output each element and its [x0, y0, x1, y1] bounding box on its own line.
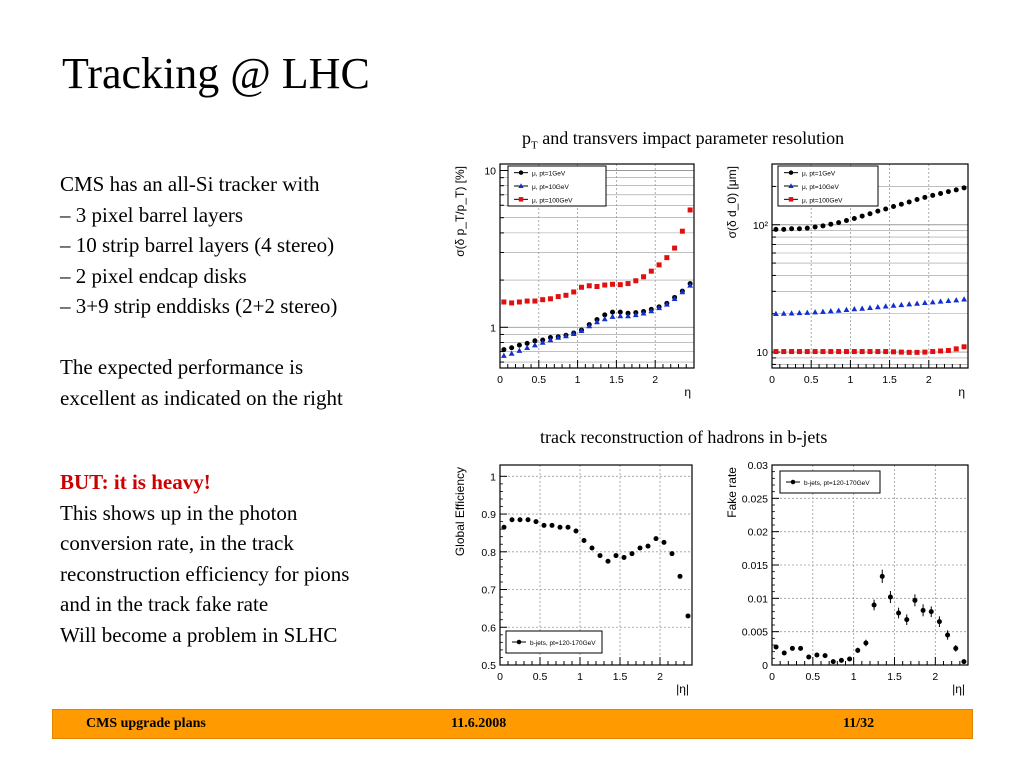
data-point	[517, 343, 522, 348]
data-point	[891, 349, 896, 354]
y-tick-label: 1	[490, 322, 496, 335]
data-point	[823, 653, 828, 658]
y-axis-label: σ(δ d_0) [μm]	[725, 166, 739, 239]
caption-rest: and transvers impact parameter resolution	[537, 128, 845, 148]
y-axis-label: Global Efficiency	[453, 467, 467, 557]
x-tick-label: 1	[847, 374, 854, 386]
data-point	[790, 646, 795, 651]
x-tick-label: 1.5	[612, 671, 628, 683]
expected-performance-text	[60, 352, 343, 413]
caption-sub: T	[531, 139, 538, 152]
data-point	[542, 523, 547, 528]
legend-label: μ, pt=1GeV	[802, 170, 836, 178]
bullet-line: – 3 pixel barrel layers	[60, 202, 244, 227]
data-point	[595, 284, 600, 289]
data-point	[813, 225, 818, 230]
data-point	[953, 646, 958, 651]
data-point	[883, 349, 888, 354]
data-point	[686, 613, 691, 618]
data-point	[598, 553, 603, 558]
d0-resolution-plot	[724, 158, 976, 398]
text-line: reconstruction efficiency for pions	[60, 561, 350, 586]
data-point	[904, 617, 909, 622]
legend-marker	[789, 170, 794, 175]
data-point	[781, 227, 786, 232]
data-point	[532, 299, 537, 304]
data-point	[930, 349, 935, 354]
data-point	[540, 297, 545, 302]
data-point	[962, 344, 967, 349]
data-point	[922, 195, 927, 200]
data-point	[929, 609, 934, 614]
data-point	[630, 551, 635, 556]
data-point	[638, 546, 643, 551]
data-point	[525, 299, 530, 304]
data-point	[558, 525, 563, 530]
x-tick-label: 2	[932, 671, 939, 683]
data-point	[574, 529, 579, 534]
data-point	[930, 193, 935, 198]
data-point	[938, 191, 943, 196]
legend-marker	[791, 480, 796, 485]
x-tick-label: 0.5	[532, 671, 548, 683]
x-tick-label: 2	[652, 374, 659, 386]
x-tick-label: 1.5	[887, 671, 902, 683]
text-line: This shows up in the photon	[60, 500, 298, 525]
data-point	[888, 595, 893, 600]
data-point	[509, 300, 514, 305]
data-point	[860, 214, 865, 219]
x-tick-label: 0.5	[531, 374, 547, 386]
data-point	[563, 293, 568, 298]
data-point	[622, 555, 627, 560]
y-axis-label: σ(δ p_T/p_T) [%]	[453, 166, 467, 257]
legend-marker	[519, 197, 524, 202]
footer-bar	[52, 709, 973, 739]
x-tick-label: 0	[769, 671, 775, 683]
data-point	[946, 348, 951, 353]
y-tick-label: 0.02	[747, 526, 768, 539]
x-tick-label: 1	[850, 671, 857, 683]
data-point	[678, 574, 683, 579]
data-point	[548, 296, 553, 301]
footer-date: 11.6.2008	[451, 716, 507, 731]
data-point	[649, 269, 654, 274]
data-point	[501, 347, 506, 352]
data-point	[907, 350, 912, 355]
data-point	[571, 289, 576, 294]
data-point	[820, 223, 825, 228]
data-point	[502, 525, 507, 530]
data-point	[921, 608, 926, 613]
legend-marker	[517, 640, 522, 645]
data-point	[836, 220, 841, 225]
data-point	[868, 211, 873, 216]
data-point	[806, 655, 811, 660]
y-tick-label: 0.03	[747, 460, 768, 472]
data-point	[875, 349, 880, 354]
data-point	[517, 299, 522, 304]
y-tick-label: 0.9	[481, 509, 496, 522]
data-point	[773, 227, 778, 232]
data-point	[614, 553, 619, 558]
data-point	[602, 283, 607, 288]
x-tick-label: 0	[497, 671, 503, 683]
data-point	[550, 523, 555, 528]
x-tick-label: 2	[657, 671, 663, 683]
x-tick-label: 1.5	[609, 374, 624, 386]
x-tick-label: 0	[769, 374, 775, 386]
text-line: The expected performance is	[60, 355, 304, 379]
data-point	[582, 538, 587, 543]
bullet-line: CMS has an all-Si tracker with	[60, 172, 320, 196]
caption-resolution	[522, 128, 844, 152]
y-tick-label: 0.025	[741, 493, 768, 506]
global-efficiency-plot	[452, 455, 704, 700]
pt-resolution-plot	[452, 158, 704, 398]
data-point	[945, 633, 950, 638]
x-tick-label: 0.5	[805, 671, 821, 683]
y-tick-label: 0.01	[747, 593, 768, 606]
data-point	[789, 226, 794, 231]
legend-label: μ, pt=10GeV	[532, 184, 569, 191]
legend-label: b-jets, pt=120-170GeV	[804, 480, 870, 487]
data-point	[518, 517, 523, 522]
x-tick-label: 1	[577, 671, 583, 683]
data-point	[672, 246, 677, 251]
data-point	[938, 348, 943, 353]
data-point	[633, 278, 638, 283]
data-point	[509, 345, 514, 350]
data-point	[863, 641, 868, 646]
data-point	[961, 659, 966, 664]
data-point	[836, 349, 841, 354]
data-point	[907, 199, 912, 204]
data-point	[805, 226, 810, 231]
data-point	[654, 536, 659, 541]
bullet-line: – 10 strip barrel layers (4 stereo)	[60, 233, 335, 257]
data-point	[781, 349, 786, 354]
data-point	[618, 282, 623, 287]
data-point	[937, 619, 942, 624]
data-point	[641, 274, 646, 279]
x-tick-label: 0.5	[803, 374, 819, 386]
text-line: and in the track fake rate	[60, 592, 269, 616]
y-tick-label: 0	[762, 660, 768, 672]
data-point	[501, 299, 506, 304]
y-tick-label: 0.005	[741, 626, 768, 639]
data-point	[872, 603, 877, 608]
y-axis-label: Fake rate	[725, 467, 739, 518]
x-axis-label: |η|	[952, 682, 965, 696]
data-point	[946, 189, 951, 194]
data-point	[896, 611, 901, 616]
legend-label: μ, pt=100GeV	[532, 197, 573, 205]
legend-label: μ, pt=1GeV	[532, 170, 566, 178]
x-tick-label: 0	[497, 374, 503, 386]
data-point	[891, 204, 896, 209]
x-tick-label: 1	[574, 374, 581, 386]
caption-p: p	[522, 128, 531, 148]
data-point	[587, 283, 592, 288]
fake-rate-plot	[725, 455, 980, 700]
legend-marker	[519, 170, 524, 175]
data-point	[847, 657, 852, 662]
y-tick-label: 0.8	[481, 546, 496, 559]
data-point	[855, 648, 860, 653]
caption-bjets: track reconstruction of hadrons in b-jets	[540, 427, 828, 447]
data-point	[798, 646, 803, 651]
data-point	[915, 197, 920, 202]
legend-marker	[789, 197, 794, 202]
data-point	[782, 651, 787, 656]
y-tick-label: 10	[484, 165, 496, 178]
x-tick-label: 1.5	[882, 374, 897, 386]
data-point	[657, 262, 662, 267]
tracker-bullets	[60, 169, 337, 322]
y-tick-label: 10	[756, 347, 768, 360]
y-tick-label: 1	[490, 471, 496, 484]
data-point	[579, 285, 584, 290]
legend-label: b-jets, pt=120-170GeV	[530, 640, 596, 647]
y-tick-label: 0.7	[481, 584, 496, 597]
data-point	[526, 517, 531, 522]
data-point	[828, 349, 833, 354]
data-point	[922, 350, 927, 355]
footer-page: 11/32	[843, 716, 875, 731]
data-point	[626, 281, 631, 286]
bullet-line: – 2 pixel endcap disks	[60, 263, 247, 288]
data-point	[820, 349, 825, 354]
footer-left: CMS upgrade plans	[86, 716, 206, 731]
data-point	[962, 185, 967, 190]
data-point	[789, 349, 794, 354]
data-point	[860, 349, 865, 354]
data-point	[610, 282, 615, 287]
x-axis-label: η	[958, 385, 965, 399]
data-point	[797, 349, 802, 354]
data-point	[813, 349, 818, 354]
x-tick-label: 2	[925, 374, 932, 386]
y-tick-label: 0.6	[481, 622, 496, 635]
data-point	[534, 519, 539, 524]
data-point	[899, 202, 904, 207]
data-point	[773, 349, 778, 354]
data-point	[915, 350, 920, 355]
x-axis-label: |η|	[676, 682, 689, 696]
data-point	[899, 350, 904, 355]
y-tick-label: 0.015	[741, 560, 768, 572]
data-point	[954, 346, 959, 351]
data-point	[664, 255, 669, 260]
data-point	[670, 551, 675, 556]
data-point	[590, 546, 595, 551]
data-point	[556, 294, 561, 299]
text-line: Will become a problem in SLHC	[60, 622, 338, 647]
y-tick-label: 0.5	[481, 660, 496, 672]
data-point	[680, 229, 685, 234]
data-point	[828, 222, 833, 227]
warning-block	[60, 467, 349, 650]
data-point	[839, 658, 844, 663]
bullet-line: – 3+9 strip enddisks (2+2 stereo)	[60, 294, 338, 318]
x-axis-label: η	[684, 385, 691, 399]
data-point	[805, 349, 810, 354]
data-point	[954, 187, 959, 192]
data-point	[606, 559, 611, 564]
data-point	[875, 209, 880, 214]
legend-label: μ, pt=100GeV	[802, 197, 843, 205]
data-point	[844, 349, 849, 354]
data-point	[814, 653, 819, 658]
data-point	[566, 525, 571, 530]
text-line: excellent as indicated on the right	[60, 385, 343, 410]
text-line: conversion rate, in the track	[60, 531, 294, 555]
data-point	[662, 540, 667, 545]
data-point	[774, 645, 779, 650]
data-point	[852, 216, 857, 221]
y-tick-label: 10²	[752, 219, 768, 232]
data-point	[831, 659, 836, 664]
data-point	[852, 349, 857, 354]
data-point	[844, 218, 849, 223]
data-point	[797, 226, 802, 231]
data-point	[646, 544, 651, 549]
warning-heading: BUT: it is heavy!	[60, 470, 211, 494]
data-point	[883, 206, 888, 211]
legend-label: μ, pt=10GeV	[802, 184, 839, 191]
data-point	[868, 349, 873, 354]
data-point	[510, 517, 515, 522]
data-point	[880, 574, 885, 579]
data-point	[912, 598, 917, 603]
slide-title: Tracking @ LHC	[62, 49, 370, 98]
data-point	[688, 207, 693, 212]
